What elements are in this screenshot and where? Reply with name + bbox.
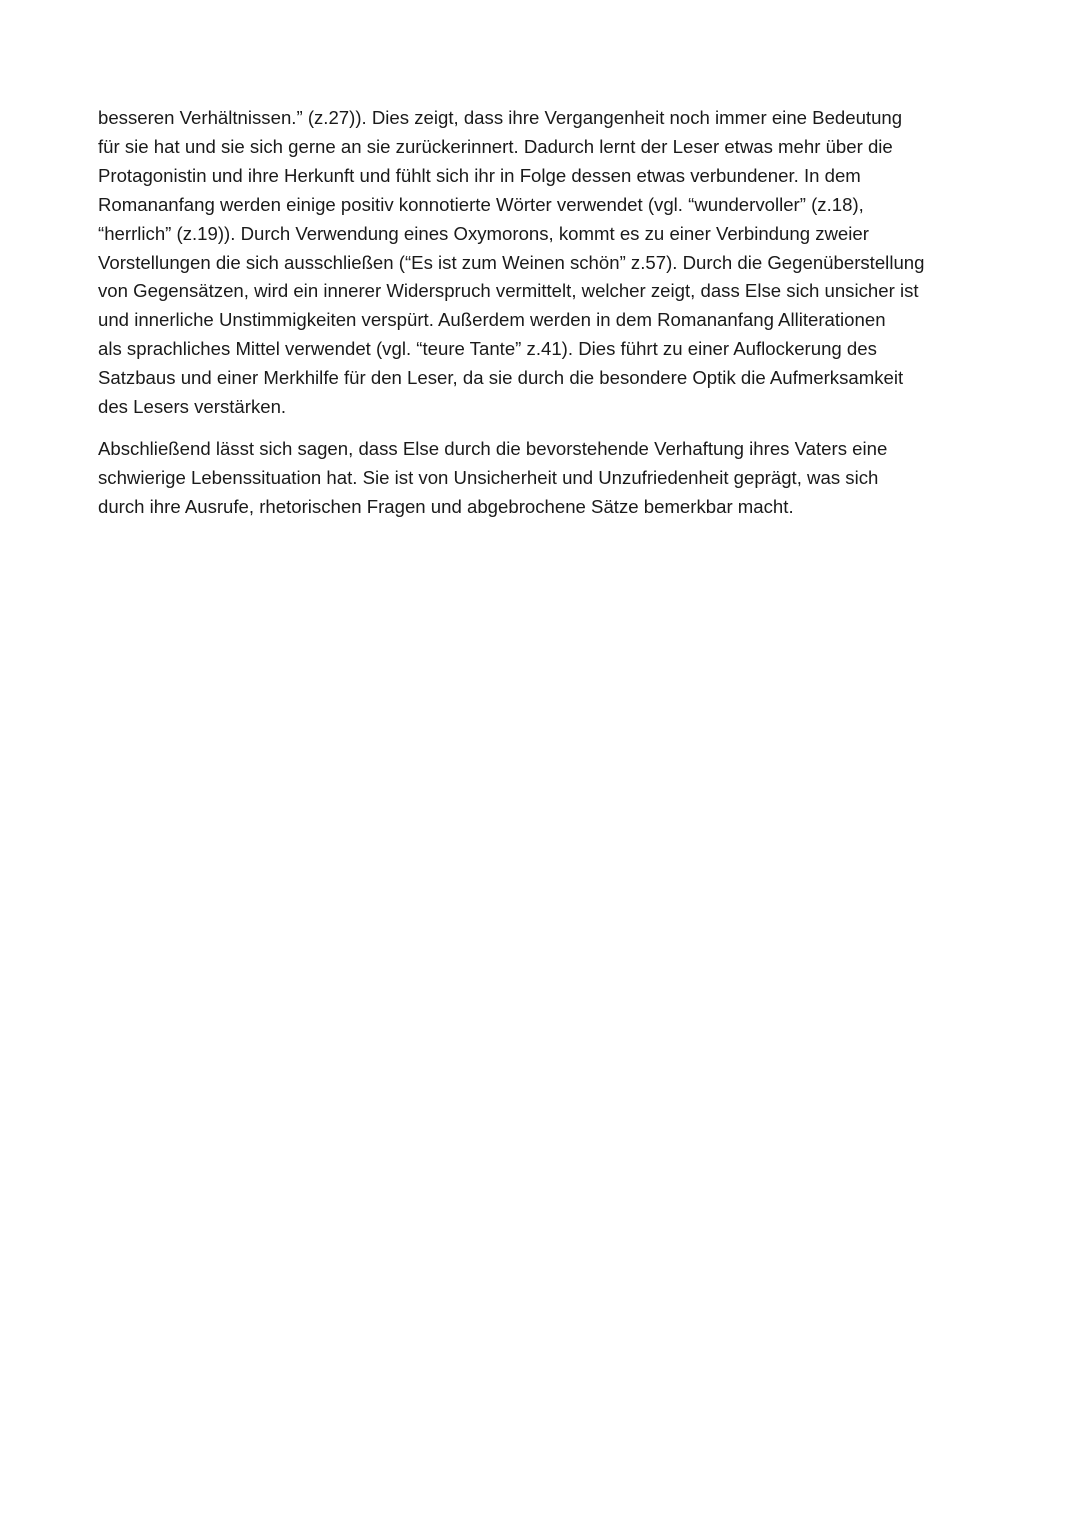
- text-line: besseren Verhältnissen.” (z.27)). Dies zeigt, dass ihre Vergangenheit noch immer eine Bedeutung: [98, 107, 903, 128]
- text-line: und innerliche Unstimmigkeiten verspürt. Außerdem werden in dem Romananfang Alliterationen: [98, 309, 886, 331]
- paragraph-analysis: [98, 104, 988, 422]
- text-line: Vorstellungen die sich ausschließen (“Es ist zum Weinen schön” z.57). Durch die Gegenüberstellung: [98, 251, 925, 273]
- text-line: schwierige Lebenssituation hat. Sie ist von Unsicherheit und Unzufriedenheit geprägt, was sich: [98, 466, 879, 488]
- text-line: von Gegensätzen, wird ein innerer Widerspruch vermittelt, welcher zeigt, dass Else sich unsicher ist: [98, 280, 919, 302]
- text-line: für sie hat und sie sich gerne an sie zurückerinnert. Dadurch lernt der Leser etwas mehr über die: [98, 135, 893, 157]
- document-body: [98, 104, 988, 535]
- paragraph-conclusion: [98, 435, 988, 522]
- text-line: als sprachliches Mittel verwendet (vgl. “teure Tante” z.41). Dies führt zu einer Auflockerung des: [98, 338, 877, 360]
- text-line: Abschließend lässt sich sagen, dass Else durch die bevorstehende Verhaftung ihres Vaters eine: [98, 437, 888, 459]
- text-line: durch ihre Ausrufe, rhetorischen Fragen und abgebrochene Sätze bemerkbar macht.: [98, 495, 794, 517]
- text-line: “herrlich” (z.19)). Durch Verwendung eines Oxymorons, kommt es zu einer Verbindung zweier: [98, 222, 869, 244]
- text-line: Romananfang werden einige positiv konnotierte Wörter verwendet (vgl. “wundervoller” (z.18),: [98, 193, 864, 215]
- text-line: Satzbaus und einer Merkhilfe für den Leser, da sie durch die besondere Optik die Aufmerksamkeit: [98, 367, 904, 389]
- text-line: des Lesers verstärken.: [98, 396, 287, 418]
- text-line: Protagonistin und ihre Herkunft und fühlt sich ihr in Folge dessen etwas verbundener. In dem: [98, 164, 861, 186]
